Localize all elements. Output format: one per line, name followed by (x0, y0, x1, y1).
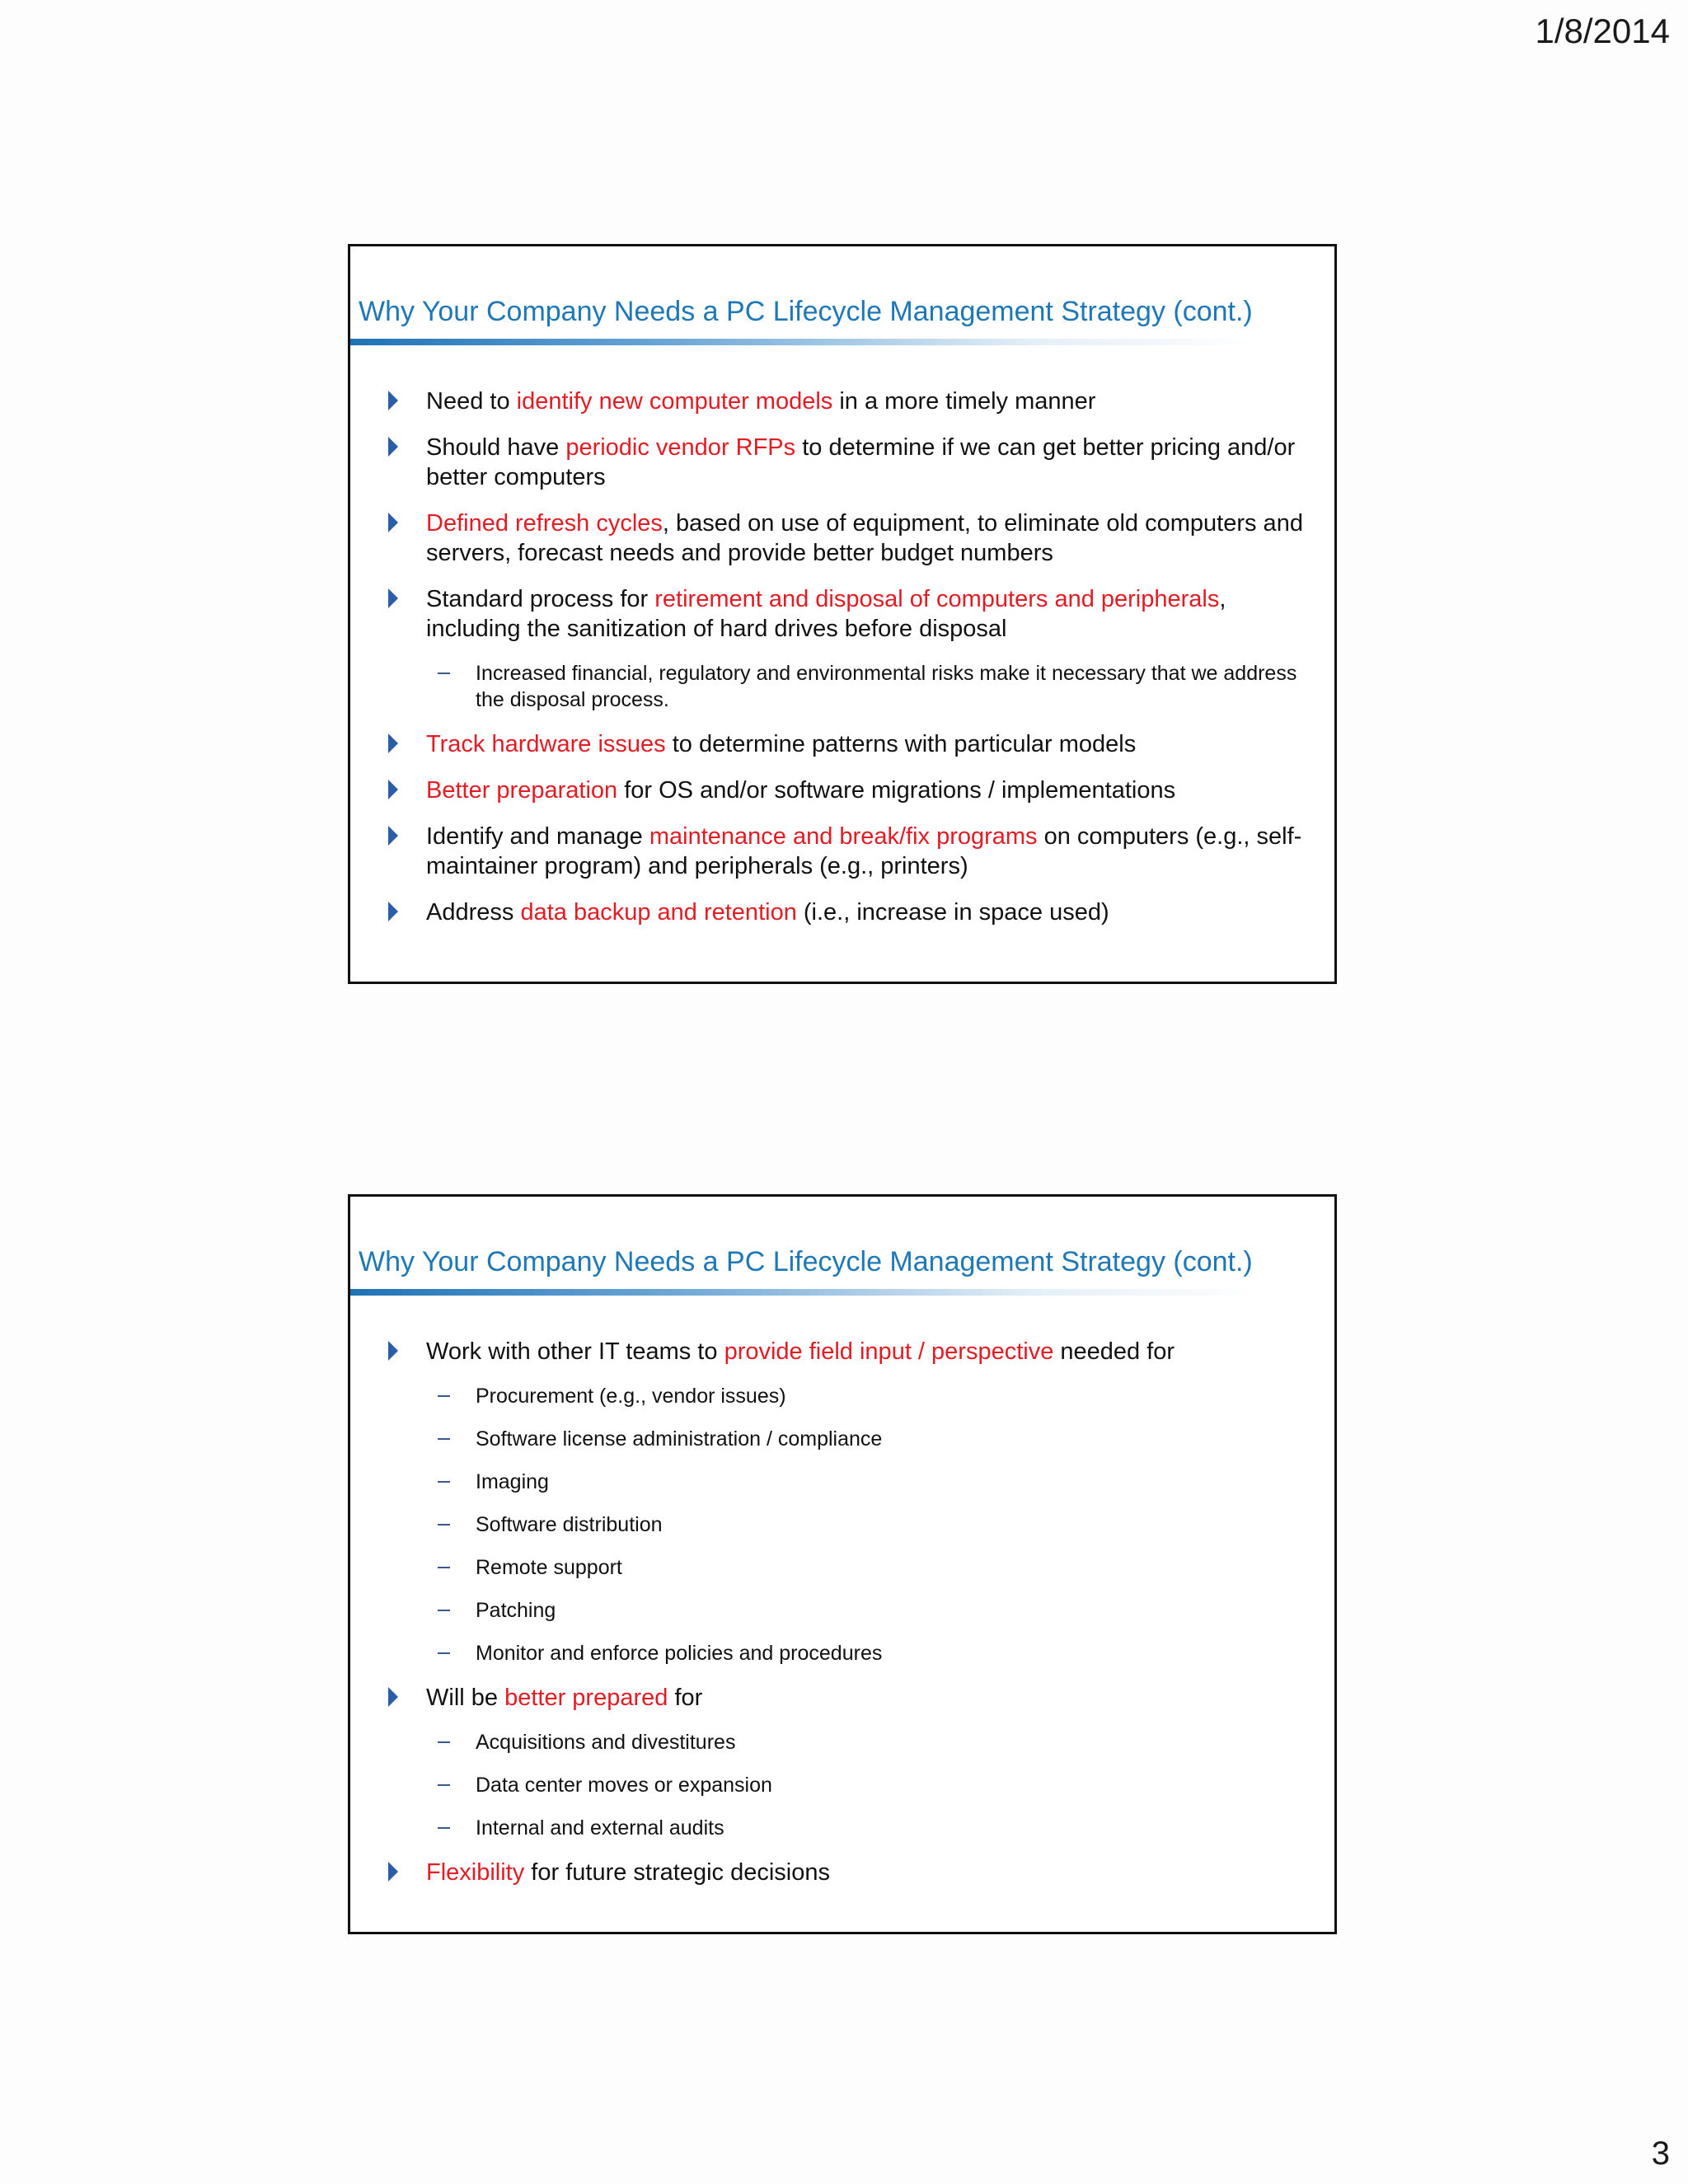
bullet-highlight: retirement and disposal of computers and peripherals (654, 586, 1220, 612)
sub-bullet-item (383, 1815, 1315, 1841)
sub-bullet-text: Monitor and enforce policies and procedures (476, 1642, 883, 1665)
dash-bullet-icon (438, 1481, 450, 1483)
sub-bullet-item (383, 1383, 1315, 1409)
bullet-text: needed for (1053, 1338, 1175, 1365)
sub-bullet-text: Remote support (476, 1556, 622, 1579)
arrow-bullet-icon (388, 1687, 398, 1707)
arrow-bullet-icon (388, 513, 398, 532)
arrow-bullet-icon (388, 1341, 398, 1361)
bullet-text: in a more timely manner (832, 388, 1096, 415)
sub-bullet-text: Procurement (e.g., vendor issues) (476, 1385, 786, 1408)
bullet-item (383, 898, 1315, 927)
bullet-highlight: provide field input / perspective (724, 1338, 1054, 1365)
title-underline (350, 339, 1257, 345)
sub-bullet-text: Acquisitions and divestitures (476, 1731, 736, 1754)
sub-bullet-text: Imaging (476, 1470, 549, 1493)
bullet-highlight: Defined refresh cycles (426, 510, 663, 537)
bullet-item (383, 433, 1315, 492)
slide-2 (348, 1194, 1337, 1934)
bullet-item (383, 509, 1315, 568)
dash-bullet-icon (438, 1652, 450, 1654)
bullet-text: Need to (426, 388, 517, 415)
sub-bullet-text: Data center moves or expansion (476, 1774, 772, 1797)
arrow-bullet-icon (388, 391, 398, 410)
sub-bullet-text: Software distribution (476, 1513, 663, 1536)
dash-bullet-icon (438, 1524, 450, 1526)
bullet-text: Work with other IT teams to (426, 1338, 724, 1365)
sub-bullet-text: Increased financial, regulatory and environmental risks make it necessary that we address the disposal process. (476, 662, 1297, 711)
bullet-item (383, 1858, 1315, 1887)
sub-bullet-item (383, 1597, 1315, 1624)
sub-bullet-item (383, 1772, 1315, 1798)
dash-bullet-icon (438, 1610, 450, 1611)
page-number: 3 (1651, 2135, 1670, 2172)
dash-bullet-icon (438, 1741, 450, 1743)
sub-bullet-item (383, 1469, 1315, 1495)
bullet-highlight: Better preparation (426, 777, 618, 804)
bullet-highlight: periodic vendor RFPs (565, 434, 796, 461)
bullet-text: Standard process for (426, 586, 655, 612)
dash-bullet-icon (438, 1438, 450, 1440)
bullet-text: , including the sanitization of hard drives before disposal (426, 586, 1226, 642)
bullet-item (383, 822, 1315, 881)
bullet-text: for future strategic decisions (524, 1859, 830, 1886)
bullet-text: Should have (426, 434, 566, 461)
arrow-bullet-icon (388, 1862, 398, 1882)
arrow-bullet-icon (388, 733, 398, 753)
sub-bullet-text: Software license administration / compliance (476, 1427, 883, 1451)
bullet-list (383, 387, 1315, 944)
arrow-bullet-icon (388, 780, 398, 799)
arrow-bullet-icon (388, 588, 398, 608)
bullet-text: for (668, 1685, 703, 1711)
arrow-bullet-icon (388, 902, 398, 921)
bullet-text: on computers (e.g., self-maintainer program) and peripherals (e.g., printers) (426, 823, 1302, 879)
bullet-text: Will be (426, 1685, 505, 1711)
bullet-item (383, 584, 1315, 644)
sub-bullet-item (383, 1729, 1315, 1755)
slide-title: Why Your Company Needs a PC Lifecycle Management Strategy (cont.) (359, 1246, 1253, 1277)
bullet-item (383, 1337, 1315, 1366)
page-date: 1/8/2014 (1535, 12, 1670, 50)
sub-bullet-item (383, 660, 1315, 713)
bullet-text: to determine patterns with particular models (665, 731, 1137, 757)
arrow-bullet-icon (388, 437, 398, 457)
bullet-highlight: maintenance and break/fix programs (649, 823, 1038, 850)
sub-bullet-item (383, 1554, 1315, 1581)
sub-bullet-item (383, 1511, 1315, 1538)
dash-bullet-icon (438, 1827, 450, 1829)
sub-bullet-item (383, 1426, 1315, 1452)
sub-bullet-item (383, 1640, 1315, 1666)
bullet-highlight: better prepared (504, 1685, 668, 1711)
sub-bullet-text: Internal and external audits (476, 1816, 724, 1840)
bullet-item (383, 387, 1315, 416)
bullet-list (383, 1337, 1315, 1904)
bullet-highlight: Flexibility (426, 1859, 525, 1886)
bullet-highlight: Track hardware issues (426, 731, 666, 757)
bullet-text: , based on use of equipment, to eliminate old computers and servers, forecast needs and provide better budget numbers (426, 510, 1303, 566)
slide-title: Why Your Company Needs a PC Lifecycle Management Strategy (cont.) (359, 296, 1253, 327)
bullet-item (383, 729, 1315, 759)
bullet-text: Identify and manage (426, 823, 649, 850)
bullet-highlight: data backup and retention (520, 899, 797, 926)
dash-bullet-icon (438, 1395, 450, 1397)
bullet-text: (i.e., increase in space used) (796, 899, 1109, 926)
arrow-bullet-icon (388, 826, 398, 846)
title-underline (350, 1289, 1257, 1296)
bullet-item (383, 776, 1315, 805)
bullet-text: Address (426, 899, 521, 926)
dash-bullet-icon (438, 673, 450, 674)
bullet-text: to determine if we can get better pricing and/or better computers (426, 434, 1296, 490)
bullet-item (383, 1683, 1315, 1713)
dash-bullet-icon (438, 1567, 450, 1568)
slide-1 (348, 244, 1337, 984)
bullet-text: for OS and/or software migrations / implementations (617, 777, 1176, 804)
bullet-highlight: identify new computer models (516, 388, 833, 415)
dash-bullet-icon (438, 1784, 450, 1786)
sub-bullet-text: Patching (476, 1599, 556, 1622)
